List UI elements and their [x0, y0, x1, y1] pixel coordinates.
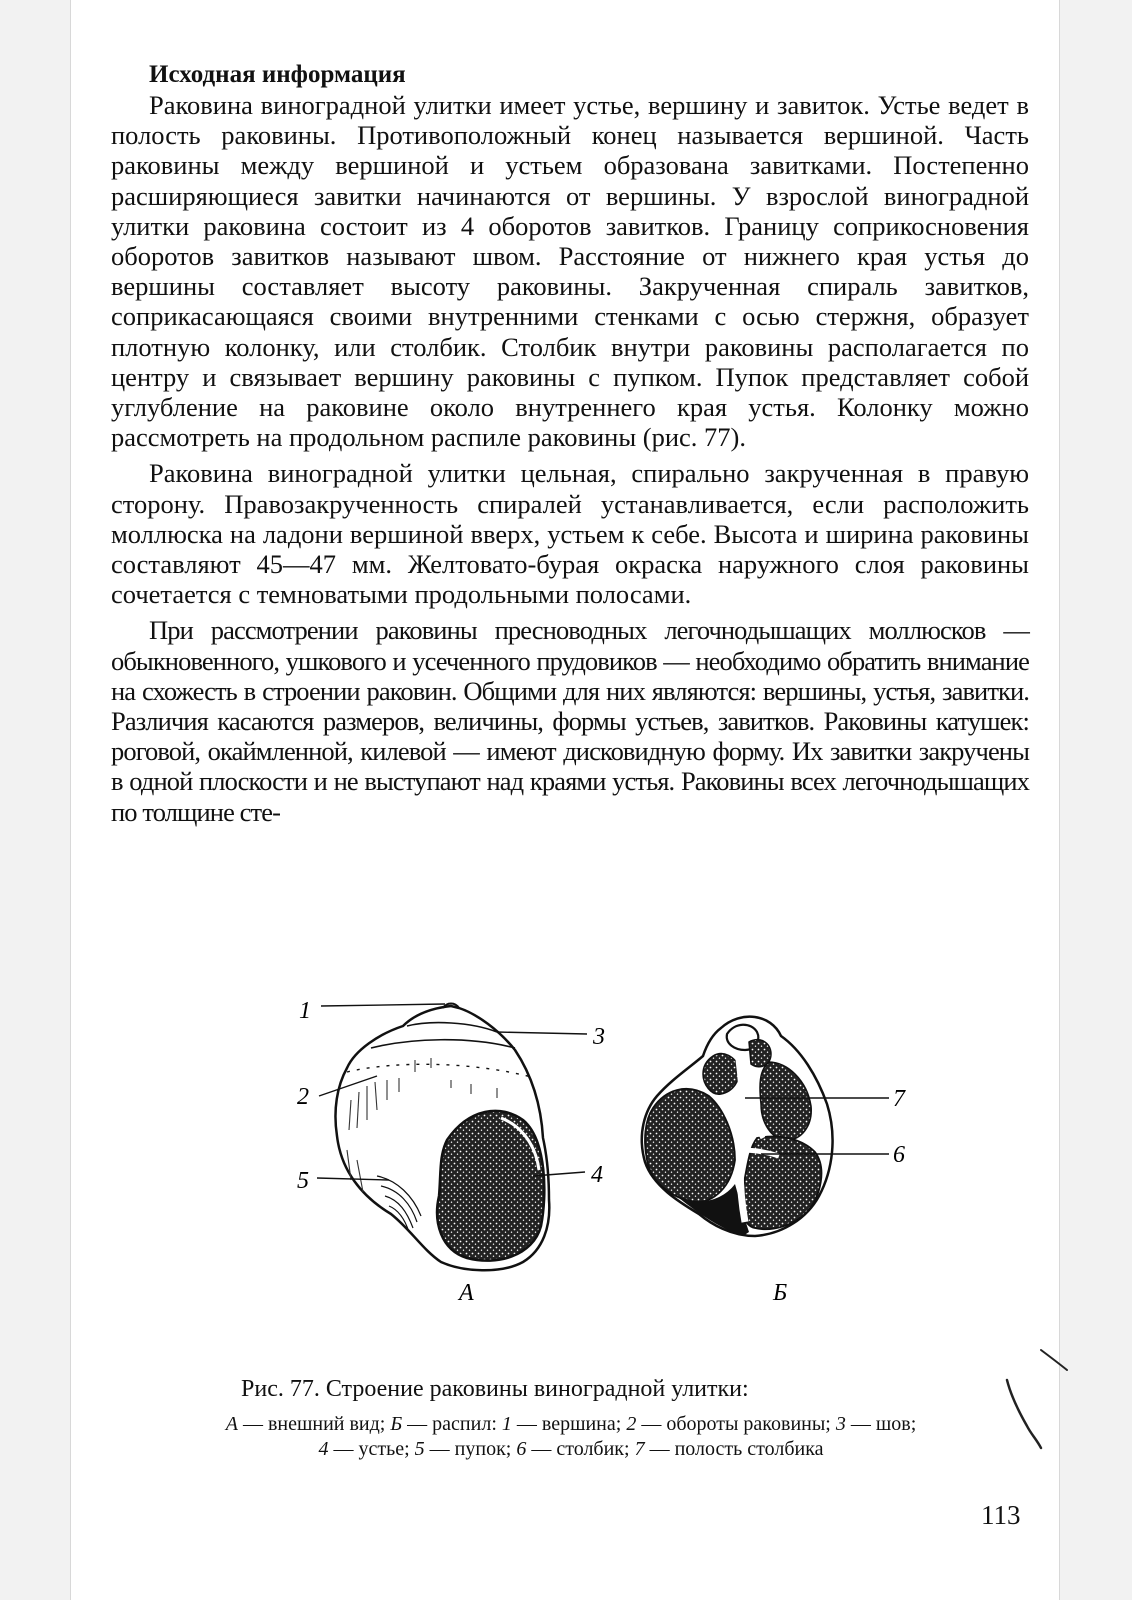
caption-t6: — столбик; — [526, 1438, 635, 1460]
caption-t2: — обороты раковины; — [636, 1413, 836, 1435]
caption-t7: — полость столбика — [644, 1438, 824, 1460]
section-heading: Исходная информация — [149, 61, 406, 88]
page-number: 113 — [981, 1500, 1021, 1530]
caption-a-text: — внешний вид; — [237, 1413, 391, 1435]
caption-n5: 5 — [414, 1438, 425, 1460]
book-page — [70, 0, 1060, 1600]
figure-caption-title: Рис. 77. Строение раковины виноградной улитки: — [241, 1376, 749, 1402]
caption-a: А — [225, 1413, 238, 1435]
shell-section-view — [642, 1017, 833, 1236]
paragraph-3: При рассмотрении раковины пресноводных легочнодышащих моллюсков — обыкновенного, ушкового и усеченного прудовиков — необходимо обратить внимание на схожесть в строении раковин. Общими для них являются: вершины, устья, завитки. Различия касаются размеров, величины, формы устьев, завитков. Раковины катушек: роговой, окаймленной, килевой — имеют дисковидную форму. Их завитки закручены в одной плоскости и не выступают над краями устья. Раковины всех легочнодышащих по толщине сте- — [111, 615, 1029, 827]
pencil-marks — [1001, 1340, 1081, 1460]
label-4: 4 — [591, 1162, 603, 1188]
subfigure-a-label: А — [459, 1280, 474, 1306]
label-5: 5 — [297, 1168, 309, 1194]
label-1: 1 — [299, 998, 311, 1024]
subfigure-b-label: Б — [773, 1280, 788, 1306]
paragraph-2: Раковина виноградной улитки цельная, спирально закрученная в правую сторону. Правозакрученность спиралей устанавливается, если расположить моллюска на ладони вершиной вверх, устьем к себе. Высота и ширина раковины составляют 45—47 мм. Желтовато-бурая окраска наружного слоя раковины сочетается с темноватыми продольными полосами. — [111, 458, 1029, 610]
figure-77 — [201, 998, 905, 1306]
caption-b: Б — [390, 1413, 403, 1435]
caption-t5: — пупок; — [424, 1438, 517, 1460]
caption-n7: 7 — [634, 1438, 645, 1460]
figure-caption-body — [221, 1412, 921, 1462]
caption-n3: 3 — [835, 1413, 846, 1435]
label-7: 7 — [893, 1086, 905, 1112]
body-text — [111, 60, 1029, 827]
caption-n2: 2 — [626, 1413, 637, 1435]
caption-n6: 6 — [516, 1438, 527, 1460]
label-6: 6 — [893, 1142, 905, 1168]
caption-t1: — вершина; — [511, 1413, 627, 1435]
snail-shell-illustration — [201, 998, 905, 1306]
caption-t3: — шов; — [845, 1413, 917, 1435]
caption-n4: 4 — [318, 1438, 329, 1460]
shell-external-view — [335, 1004, 549, 1271]
label-2: 2 — [297, 1084, 309, 1110]
label-3: 3 — [593, 1024, 605, 1050]
paragraph-1: Раковина виноградной улитки имеет устье, вершину и завиток. Устье ведет в полость раковины. Противоположный конец называется вершиной. Часть раковины между вершиной и устьем образована завитками. Постепенно расширяющиеся завитки начинаются от вершины. У взрослой виноградной улитки раковина состоит из 4 оборотов завитков. Границу соприкосновения оборотов завитков называют швом. Расстояние от нижнего края устья до вершины составляет высоту раковины. Закрученная спираль завитков, соприкасающаяся своими внутренними стенками с осью стержня, образует плотную колонку, или столбик. Столбик внутри раковины располагается по центру и связывает вершину раковины с пупком. Пупок представляет собой углубление на раковине около внутреннего края устья. Колонку можно рассмотреть на продольном распиле раковины (рис. 77). — [111, 90, 1029, 453]
caption-b-text: — распил: — [402, 1413, 502, 1435]
caption-n1: 1 — [501, 1413, 512, 1435]
caption-t4: — устье; — [328, 1438, 415, 1460]
